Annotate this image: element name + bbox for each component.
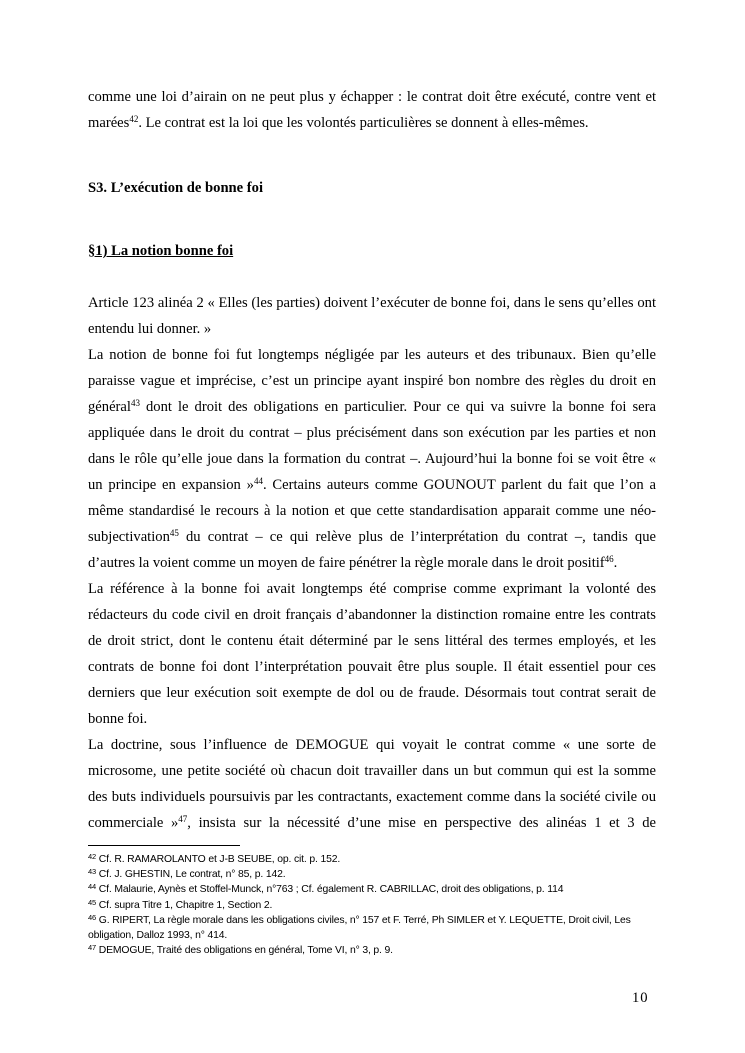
footnote-44: $^{44}$ Cf. Malaurie, Aynès et Stoffel-Munck, n°763 ; Cf. également R. CABRILLAC, droit des obligations, p. 114 <box>88 882 564 896</box>
footnote-42: $^{42}$ Cf. R. RAMAROLANTO et J-B SEUBE, op. cit. p. 152. <box>88 852 341 865</box>
intro-line-2: marées$^{42}$. Le contrat est la loi que les volontés particulières se donnent à elles-mêmes. <box>88 114 589 131</box>
paragraph-reference-bonne-foi: La référence à la bonne foi avait longtemps été comprise comme exprimant la volonté des rédacteurs du code civil en droit français d’abandonner la distinction romaine entre les contrats de droit strict, dont le contenu était déterminé par le sens littéral des termes employés, et les contrats de bonne foi dont l’interprétation pouvait être plus souple. Il était essentiel pour ces derniers que leur exécution soit exempte de dol ou de fraude. Désormais tout contrat serait de bonne foi. <box>88 581 656 727</box>
paragraph-bonne-foi-notion: La notion de bonne foi fut longtemps négligée par les auteurs et des tribunaux. Bien qu’elle paraisse vague et imprécise, c’est un principe ayant inspiré bon nombre des règles du droit en général$^{43}$ dont le droit des obligations en particulier. Pour ce qui va suivre la bonne foi sera appliquée dans le droit du contrat – plus précisément dans son exécution par les parties et non dans le rôle qu’elle joue dans la formation du contrat –. Aujourd’hui la bonne foi se voit être « un principe en expansion »$^{44}$. Certains auteurs comme GOUNOUT parlent du fait que l’on a même standardisé le recours à la notion et que cette standardisation apparait comme une néo-subjectivation$^{45}$ du contrat – ce qui relève plus de l’interprétation du contrat –, tandis que d’autres la voient comme un moyen de faire pénétrer la règle morale dans le droit positif$^{46}$. <box>88 347 656 571</box>
footnotes <box>88 852 656 958</box>
footnote-ref-46[interactable]: 46 <box>604 554 614 564</box>
intro-paragraph <box>88 84 656 136</box>
footnote-ref-42[interactable]: 42 <box>129 114 139 124</box>
footnote-ref-45[interactable]: 45 <box>169 528 179 538</box>
footnote-47: $^{47}$ DEMOGUE, Traité des obligations en général, Tome VI, n° 3, p. 9. <box>88 943 393 957</box>
footnote-ref-43[interactable]: 43 <box>130 398 140 408</box>
footnote-45: $^{45}$ Cf. supra Titre 1, Chapitre 1, Section 2. <box>88 897 273 911</box>
footnote-ref-44[interactable]: 44 <box>253 476 263 486</box>
article-quote: Article 123 alinéa 2 « Elles (les parties) doivent l’exécuter de bonne foi, dans le sens qu’elles ont entendu lui donner. » <box>88 295 656 337</box>
footnote-ref-47[interactable]: 47 <box>178 814 188 824</box>
page-number: 10 <box>632 990 649 1006</box>
footnote-43: $^{43}$ Cf. J. GHESTIN, Le contrat, n° 85, p. 142. <box>88 867 286 881</box>
section-heading: S3. L’exécution de bonne foi <box>88 180 264 196</box>
footnote-46: $^{46}$ G. RIPERT, La règle morale dans les obligations civiles, n° 157 et F. Terré, Ph SIMLER et Y. LEQUETTE, Droit civil, Les obligation, Dalloz 1993, n° 414. <box>88 912 631 942</box>
subsection-heading: §1) La notion bonne foi <box>88 243 234 259</box>
main-body <box>88 290 656 836</box>
paragraph-doctrine: La doctrine, sous l’influence de DEMOGUE qui voyait le contrat comme « une sorte de microsome, une petite société où chacun doit travailler dans un but commun qui est la somme des buts individuels poursuivis par les contractants, exactement comme dans la société civile ou commerciale »$^{47}$, insista sur la nécessité d’une mise en perspective des alinéas 1 et 3 de <box>88 737 656 831</box>
footnote-separator <box>88 845 240 846</box>
intro-line-1: comme une loi d’airain on ne peut plus y échapper : le contrat doit être exécuté, contre vent et <box>88 89 656 105</box>
